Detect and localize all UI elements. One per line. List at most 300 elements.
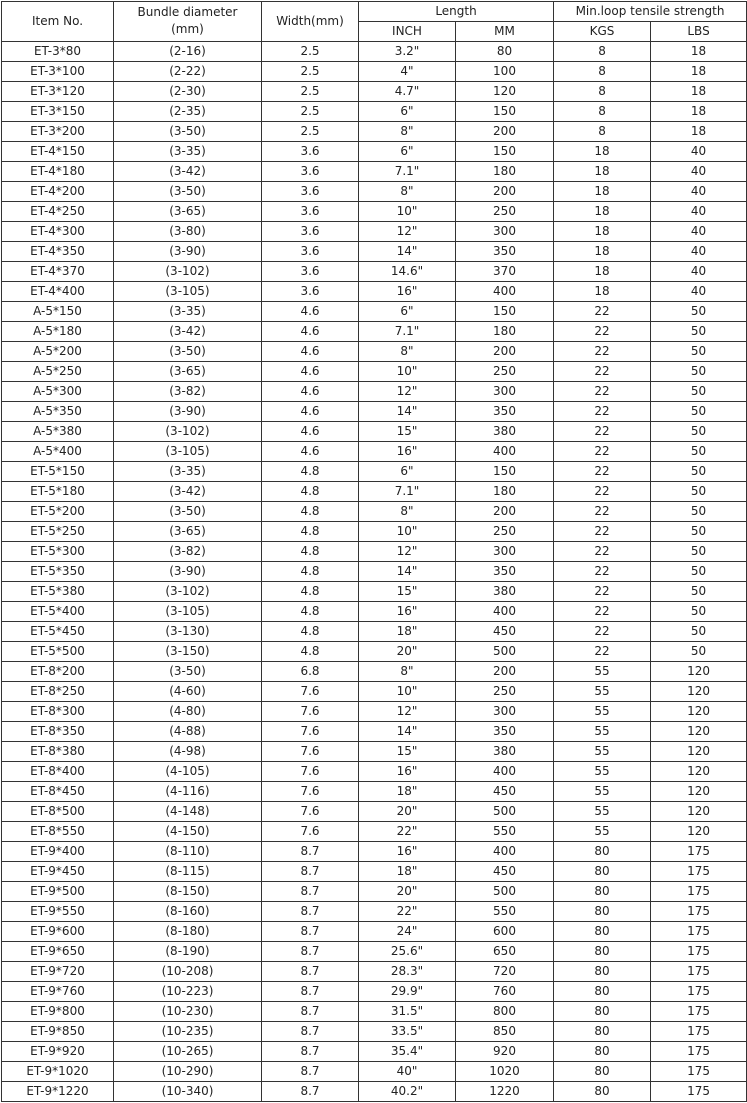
cell-length-inch: 29.9" bbox=[359, 982, 456, 1002]
cell-strength-kgs: 22 bbox=[554, 382, 651, 402]
cell-length-mm: 100 bbox=[456, 62, 554, 82]
table-row bbox=[2, 502, 747, 522]
cell-item-no: ET-8*550 bbox=[2, 822, 114, 842]
cell-strength-kgs: 8 bbox=[554, 122, 651, 142]
cell-length-inch: 15" bbox=[359, 582, 456, 602]
table-row bbox=[2, 342, 747, 362]
cell-strength-kgs: 22 bbox=[554, 542, 651, 562]
table-row bbox=[2, 222, 747, 242]
cell-item-no: ET-9*850 bbox=[2, 1022, 114, 1042]
cell-strength-lbs: 40 bbox=[651, 182, 747, 202]
cell-strength-lbs: 120 bbox=[651, 702, 747, 722]
cell-width: 2.5 bbox=[262, 122, 359, 142]
cell-width: 8.7 bbox=[262, 882, 359, 902]
cell-width: 4.8 bbox=[262, 482, 359, 502]
table-row bbox=[2, 202, 747, 222]
cell-length-inch: 4" bbox=[359, 62, 456, 82]
cell-width: 3.6 bbox=[262, 222, 359, 242]
cell-length-mm: 120 bbox=[456, 82, 554, 102]
cell-strength-lbs: 50 bbox=[651, 382, 747, 402]
cell-item-no: ET-4*400 bbox=[2, 282, 114, 302]
cell-bundle-diameter: (10-290) bbox=[114, 1062, 262, 1082]
cell-bundle-diameter: (8-150) bbox=[114, 882, 262, 902]
cell-length-mm: 650 bbox=[456, 942, 554, 962]
cell-item-no: ET-9*650 bbox=[2, 942, 114, 962]
cell-item-no: A-5*200 bbox=[2, 342, 114, 362]
cell-length-mm: 400 bbox=[456, 602, 554, 622]
cell-bundle-diameter: (8-180) bbox=[114, 922, 262, 942]
cell-length-mm: 550 bbox=[456, 902, 554, 922]
cell-strength-kgs: 80 bbox=[554, 1002, 651, 1022]
cell-bundle-diameter: (10-223) bbox=[114, 982, 262, 1002]
cell-strength-lbs: 50 bbox=[651, 522, 747, 542]
header-kgs: KGS bbox=[554, 22, 651, 42]
table-row bbox=[2, 562, 747, 582]
cell-strength-lbs: 18 bbox=[651, 102, 747, 122]
cell-strength-lbs: 50 bbox=[651, 302, 747, 322]
cell-strength-lbs: 120 bbox=[651, 742, 747, 762]
cell-item-no: A-5*250 bbox=[2, 362, 114, 382]
cell-item-no: ET-8*400 bbox=[2, 762, 114, 782]
cell-bundle-diameter: (3-65) bbox=[114, 522, 262, 542]
cell-strength-kgs: 80 bbox=[554, 1022, 651, 1042]
cell-strength-kgs: 22 bbox=[554, 502, 651, 522]
cell-length-inch: 40" bbox=[359, 1062, 456, 1082]
cell-width: 3.6 bbox=[262, 262, 359, 282]
header-length: Length bbox=[359, 2, 554, 22]
cell-item-no: ET-8*500 bbox=[2, 802, 114, 822]
table-row bbox=[2, 462, 747, 482]
cell-item-no: ET-9*1020 bbox=[2, 1062, 114, 1082]
cell-strength-lbs: 50 bbox=[651, 622, 747, 642]
cell-width: 8.7 bbox=[262, 982, 359, 1002]
cell-width: 4.6 bbox=[262, 422, 359, 442]
cell-length-mm: 350 bbox=[456, 722, 554, 742]
cell-strength-lbs: 120 bbox=[651, 662, 747, 682]
table-row bbox=[2, 102, 747, 122]
cell-length-inch: 20" bbox=[359, 642, 456, 662]
table-row bbox=[2, 902, 747, 922]
cell-length-inch: 7.1" bbox=[359, 322, 456, 342]
cell-length-inch: 10" bbox=[359, 682, 456, 702]
cell-length-inch: 6" bbox=[359, 102, 456, 122]
cell-length-inch: 16" bbox=[359, 282, 456, 302]
cell-width: 3.6 bbox=[262, 202, 359, 222]
cell-strength-kgs: 55 bbox=[554, 782, 651, 802]
cell-bundle-diameter: (4-105) bbox=[114, 762, 262, 782]
cell-strength-lbs: 40 bbox=[651, 222, 747, 242]
cell-strength-kgs: 22 bbox=[554, 642, 651, 662]
table-row bbox=[2, 382, 747, 402]
cell-width: 7.6 bbox=[262, 742, 359, 762]
cell-length-inch: 8" bbox=[359, 122, 456, 142]
cell-bundle-diameter: (2-16) bbox=[114, 42, 262, 62]
table-row bbox=[2, 522, 747, 542]
table-row bbox=[2, 402, 747, 422]
table-row bbox=[2, 742, 747, 762]
cell-item-no: ET-8*380 bbox=[2, 742, 114, 762]
cell-strength-kgs: 80 bbox=[554, 842, 651, 862]
cell-strength-lbs: 50 bbox=[651, 582, 747, 602]
cell-length-mm: 250 bbox=[456, 682, 554, 702]
table-row bbox=[2, 762, 747, 782]
cell-strength-lbs: 40 bbox=[651, 162, 747, 182]
cell-length-mm: 400 bbox=[456, 842, 554, 862]
cell-width: 7.6 bbox=[262, 722, 359, 742]
cell-bundle-diameter: (4-98) bbox=[114, 742, 262, 762]
cell-strength-lbs: 175 bbox=[651, 982, 747, 1002]
cell-strength-lbs: 175 bbox=[651, 1082, 747, 1102]
cell-strength-lbs: 40 bbox=[651, 282, 747, 302]
cell-strength-kgs: 80 bbox=[554, 982, 651, 1002]
cell-length-mm: 450 bbox=[456, 622, 554, 642]
table-row bbox=[2, 622, 747, 642]
cell-length-mm: 150 bbox=[456, 102, 554, 122]
cell-length-mm: 80 bbox=[456, 42, 554, 62]
table-row bbox=[2, 582, 747, 602]
cell-length-inch: 16" bbox=[359, 442, 456, 462]
cell-strength-kgs: 80 bbox=[554, 1042, 651, 1062]
cell-width: 3.6 bbox=[262, 182, 359, 202]
cell-item-no: ET-3*80 bbox=[2, 42, 114, 62]
cell-bundle-diameter: (3-90) bbox=[114, 402, 262, 422]
cell-length-mm: 200 bbox=[456, 662, 554, 682]
cell-length-mm: 1220 bbox=[456, 1082, 554, 1102]
cell-strength-lbs: 18 bbox=[651, 82, 747, 102]
cell-item-no: ET-4*250 bbox=[2, 202, 114, 222]
cell-strength-lbs: 18 bbox=[651, 62, 747, 82]
cell-strength-kgs: 22 bbox=[554, 582, 651, 602]
cell-strength-lbs: 50 bbox=[651, 342, 747, 362]
cell-item-no: ET-4*200 bbox=[2, 182, 114, 202]
cell-strength-kgs: 8 bbox=[554, 62, 651, 82]
cell-strength-lbs: 120 bbox=[651, 762, 747, 782]
cell-item-no: ET-9*400 bbox=[2, 842, 114, 862]
cell-width: 3.6 bbox=[262, 282, 359, 302]
cell-item-no: ET-3*200 bbox=[2, 122, 114, 142]
cell-strength-kgs: 55 bbox=[554, 742, 651, 762]
cell-strength-kgs: 80 bbox=[554, 1082, 651, 1102]
cell-strength-lbs: 50 bbox=[651, 422, 747, 442]
cell-width: 4.6 bbox=[262, 382, 359, 402]
table-row bbox=[2, 642, 747, 662]
table-row bbox=[2, 542, 747, 562]
cell-length-inch: 12" bbox=[359, 702, 456, 722]
cell-item-no: ET-5*450 bbox=[2, 622, 114, 642]
table-row bbox=[2, 162, 747, 182]
cell-strength-lbs: 175 bbox=[651, 1042, 747, 1062]
cell-width: 4.8 bbox=[262, 582, 359, 602]
cell-length-mm: 180 bbox=[456, 162, 554, 182]
table-row bbox=[2, 662, 747, 682]
cell-item-no: ET-8*300 bbox=[2, 702, 114, 722]
header-item-no: Item No. bbox=[2, 2, 114, 42]
cell-length-mm: 720 bbox=[456, 962, 554, 982]
cell-strength-kgs: 55 bbox=[554, 762, 651, 782]
cell-bundle-diameter: (8-115) bbox=[114, 862, 262, 882]
cell-length-mm: 350 bbox=[456, 242, 554, 262]
cell-width: 8.7 bbox=[262, 1062, 359, 1082]
table-row bbox=[2, 242, 747, 262]
header-width: Width(mm) bbox=[262, 2, 359, 42]
cell-item-no: ET-3*150 bbox=[2, 102, 114, 122]
cell-width: 3.6 bbox=[262, 162, 359, 182]
cell-item-no: ET-9*450 bbox=[2, 862, 114, 882]
cell-length-inch: 6" bbox=[359, 142, 456, 162]
cell-bundle-diameter: (3-90) bbox=[114, 562, 262, 582]
header-bundle-line2: (mm) bbox=[171, 22, 204, 36]
cell-item-no: ET-5*380 bbox=[2, 582, 114, 602]
cell-strength-kgs: 80 bbox=[554, 962, 651, 982]
cell-strength-kgs: 22 bbox=[554, 602, 651, 622]
header-mm: MM bbox=[456, 22, 554, 42]
cell-width: 8.7 bbox=[262, 1082, 359, 1102]
cell-strength-lbs: 50 bbox=[651, 562, 747, 582]
cell-width: 4.8 bbox=[262, 542, 359, 562]
cell-width: 8.7 bbox=[262, 1022, 359, 1042]
cell-length-inch: 16" bbox=[359, 602, 456, 622]
cell-length-inch: 18" bbox=[359, 782, 456, 802]
cell-item-no: ET-5*180 bbox=[2, 482, 114, 502]
cell-length-mm: 800 bbox=[456, 1002, 554, 1022]
cell-bundle-diameter: (3-105) bbox=[114, 282, 262, 302]
cell-width: 7.6 bbox=[262, 702, 359, 722]
cell-length-mm: 450 bbox=[456, 782, 554, 802]
cell-bundle-diameter: (3-105) bbox=[114, 602, 262, 622]
cell-bundle-diameter: (4-116) bbox=[114, 782, 262, 802]
cell-width: 4.8 bbox=[262, 462, 359, 482]
cell-strength-kgs: 18 bbox=[554, 262, 651, 282]
table-row bbox=[2, 1022, 747, 1042]
cell-bundle-diameter: (8-190) bbox=[114, 942, 262, 962]
cell-length-inch: 24" bbox=[359, 922, 456, 942]
cell-bundle-diameter: (3-102) bbox=[114, 422, 262, 442]
cell-bundle-diameter: (3-50) bbox=[114, 662, 262, 682]
cell-item-no: A-5*380 bbox=[2, 422, 114, 442]
header-bundle-line1: Bundle diameter bbox=[137, 5, 238, 19]
cell-length-mm: 180 bbox=[456, 322, 554, 342]
cell-item-no: ET-3*100 bbox=[2, 62, 114, 82]
cell-length-mm: 500 bbox=[456, 802, 554, 822]
cell-item-no: ET-5*400 bbox=[2, 602, 114, 622]
cell-item-no: ET-5*250 bbox=[2, 522, 114, 542]
cell-width: 4.6 bbox=[262, 302, 359, 322]
cell-length-inch: 3.2" bbox=[359, 42, 456, 62]
table-row bbox=[2, 782, 747, 802]
table-row bbox=[2, 282, 747, 302]
table-row bbox=[2, 322, 747, 342]
cell-bundle-diameter: (3-105) bbox=[114, 442, 262, 462]
spec-table bbox=[1, 1, 747, 1102]
cell-length-mm: 400 bbox=[456, 762, 554, 782]
cell-bundle-diameter: (3-35) bbox=[114, 142, 262, 162]
cell-strength-lbs: 40 bbox=[651, 202, 747, 222]
cell-bundle-diameter: (3-82) bbox=[114, 542, 262, 562]
cell-strength-kgs: 22 bbox=[554, 522, 651, 542]
cell-length-mm: 200 bbox=[456, 182, 554, 202]
cell-bundle-diameter: (3-42) bbox=[114, 162, 262, 182]
cell-item-no: ET-5*150 bbox=[2, 462, 114, 482]
cell-strength-kgs: 22 bbox=[554, 342, 651, 362]
cell-width: 7.6 bbox=[262, 762, 359, 782]
cell-length-inch: 31.5" bbox=[359, 1002, 456, 1022]
cell-width: 8.7 bbox=[262, 942, 359, 962]
cell-length-mm: 760 bbox=[456, 982, 554, 1002]
cell-length-mm: 300 bbox=[456, 702, 554, 722]
cell-bundle-diameter: (4-148) bbox=[114, 802, 262, 822]
cell-length-mm: 200 bbox=[456, 342, 554, 362]
table-row bbox=[2, 182, 747, 202]
cell-length-mm: 200 bbox=[456, 502, 554, 522]
cell-width: 4.8 bbox=[262, 522, 359, 542]
cell-strength-kgs: 18 bbox=[554, 282, 651, 302]
cell-bundle-diameter: (3-150) bbox=[114, 642, 262, 662]
cell-bundle-diameter: (3-50) bbox=[114, 342, 262, 362]
cell-strength-kgs: 80 bbox=[554, 942, 651, 962]
cell-length-mm: 600 bbox=[456, 922, 554, 942]
cell-length-inch: 15" bbox=[359, 742, 456, 762]
cell-length-inch: 20" bbox=[359, 882, 456, 902]
cell-length-inch: 16" bbox=[359, 842, 456, 862]
cell-item-no: A-5*350 bbox=[2, 402, 114, 422]
cell-strength-kgs: 8 bbox=[554, 102, 651, 122]
cell-strength-lbs: 120 bbox=[651, 802, 747, 822]
cell-width: 6.8 bbox=[262, 662, 359, 682]
cell-strength-kgs: 18 bbox=[554, 142, 651, 162]
cell-length-inch: 12" bbox=[359, 382, 456, 402]
cell-width: 7.6 bbox=[262, 782, 359, 802]
header-tensile-strength: Min.loop tensile strength bbox=[554, 2, 747, 22]
cell-strength-kgs: 80 bbox=[554, 902, 651, 922]
cell-width: 4.6 bbox=[262, 342, 359, 362]
cell-strength-kgs: 55 bbox=[554, 662, 651, 682]
cell-strength-lbs: 175 bbox=[651, 862, 747, 882]
cell-length-mm: 380 bbox=[456, 422, 554, 442]
cell-length-inch: 10" bbox=[359, 202, 456, 222]
cell-width: 2.5 bbox=[262, 62, 359, 82]
cell-length-mm: 250 bbox=[456, 202, 554, 222]
cell-length-mm: 370 bbox=[456, 262, 554, 282]
cell-item-no: ET-8*200 bbox=[2, 662, 114, 682]
cell-item-no: ET-4*180 bbox=[2, 162, 114, 182]
cell-bundle-diameter: (3-42) bbox=[114, 322, 262, 342]
cell-width: 7.6 bbox=[262, 802, 359, 822]
cell-length-inch: 14" bbox=[359, 722, 456, 742]
cell-strength-lbs: 175 bbox=[651, 902, 747, 922]
table-row bbox=[2, 1082, 747, 1102]
cell-strength-kgs: 18 bbox=[554, 162, 651, 182]
cell-bundle-diameter: (3-50) bbox=[114, 122, 262, 142]
header-bundle-diameter bbox=[114, 2, 262, 42]
cell-length-inch: 12" bbox=[359, 542, 456, 562]
cell-strength-kgs: 80 bbox=[554, 882, 651, 902]
cell-item-no: ET-4*300 bbox=[2, 222, 114, 242]
cell-length-mm: 200 bbox=[456, 122, 554, 142]
cell-length-inch: 18" bbox=[359, 862, 456, 882]
table-row bbox=[2, 482, 747, 502]
table-row bbox=[2, 802, 747, 822]
cell-width: 4.8 bbox=[262, 602, 359, 622]
cell-length-inch: 8" bbox=[359, 182, 456, 202]
cell-strength-lbs: 175 bbox=[651, 922, 747, 942]
cell-bundle-diameter: (2-35) bbox=[114, 102, 262, 122]
cell-strength-lbs: 50 bbox=[651, 462, 747, 482]
cell-strength-kgs: 22 bbox=[554, 482, 651, 502]
cell-strength-lbs: 175 bbox=[651, 1022, 747, 1042]
cell-strength-kgs: 55 bbox=[554, 702, 651, 722]
cell-bundle-diameter: (3-65) bbox=[114, 202, 262, 222]
header-inch: INCH bbox=[359, 22, 456, 42]
cell-item-no: A-5*400 bbox=[2, 442, 114, 462]
cell-width: 8.7 bbox=[262, 902, 359, 922]
cell-width: 8.7 bbox=[262, 862, 359, 882]
cell-length-inch: 16" bbox=[359, 762, 456, 782]
cell-length-mm: 350 bbox=[456, 402, 554, 422]
cell-strength-kgs: 18 bbox=[554, 242, 651, 262]
cell-width: 4.8 bbox=[262, 562, 359, 582]
table-row bbox=[2, 422, 747, 442]
cell-width: 3.6 bbox=[262, 242, 359, 262]
cell-width: 8.7 bbox=[262, 962, 359, 982]
table-row bbox=[2, 942, 747, 962]
cell-length-mm: 150 bbox=[456, 462, 554, 482]
cell-width: 4.6 bbox=[262, 402, 359, 422]
cell-strength-kgs: 80 bbox=[554, 1062, 651, 1082]
cell-width: 2.5 bbox=[262, 42, 359, 62]
cell-strength-lbs: 40 bbox=[651, 242, 747, 262]
cell-bundle-diameter: (2-22) bbox=[114, 62, 262, 82]
cell-strength-lbs: 50 bbox=[651, 322, 747, 342]
cell-item-no: ET-9*760 bbox=[2, 982, 114, 1002]
cell-width: 4.8 bbox=[262, 502, 359, 522]
table-row bbox=[2, 982, 747, 1002]
cell-length-mm: 550 bbox=[456, 822, 554, 842]
cell-length-inch: 8" bbox=[359, 342, 456, 362]
table-row bbox=[2, 682, 747, 702]
cell-length-inch: 18" bbox=[359, 622, 456, 642]
cell-width: 8.7 bbox=[262, 922, 359, 942]
table-row bbox=[2, 42, 747, 62]
cell-length-inch: 4.7" bbox=[359, 82, 456, 102]
cell-strength-lbs: 50 bbox=[651, 362, 747, 382]
table-row bbox=[2, 722, 747, 742]
cell-length-inch: 6" bbox=[359, 462, 456, 482]
cell-item-no: ET-5*500 bbox=[2, 642, 114, 662]
cell-strength-lbs: 120 bbox=[651, 682, 747, 702]
cell-item-no: ET-8*250 bbox=[2, 682, 114, 702]
cell-bundle-diameter: (3-130) bbox=[114, 622, 262, 642]
cell-strength-lbs: 120 bbox=[651, 782, 747, 802]
cell-length-inch: 14" bbox=[359, 562, 456, 582]
cell-length-mm: 500 bbox=[456, 642, 554, 662]
cell-strength-lbs: 175 bbox=[651, 942, 747, 962]
cell-strength-kgs: 18 bbox=[554, 182, 651, 202]
cell-width: 3.6 bbox=[262, 142, 359, 162]
cell-bundle-diameter: (3-80) bbox=[114, 222, 262, 242]
cell-strength-kgs: 8 bbox=[554, 42, 651, 62]
cell-width: 4.6 bbox=[262, 322, 359, 342]
table-row bbox=[2, 82, 747, 102]
cell-width: 4.6 bbox=[262, 442, 359, 462]
cell-strength-lbs: 120 bbox=[651, 722, 747, 742]
table-row bbox=[2, 302, 747, 322]
table-row bbox=[2, 122, 747, 142]
cell-bundle-diameter: (3-102) bbox=[114, 262, 262, 282]
cell-length-mm: 180 bbox=[456, 482, 554, 502]
table-row bbox=[2, 1002, 747, 1022]
cell-strength-kgs: 22 bbox=[554, 322, 651, 342]
cell-bundle-diameter: (10-208) bbox=[114, 962, 262, 982]
